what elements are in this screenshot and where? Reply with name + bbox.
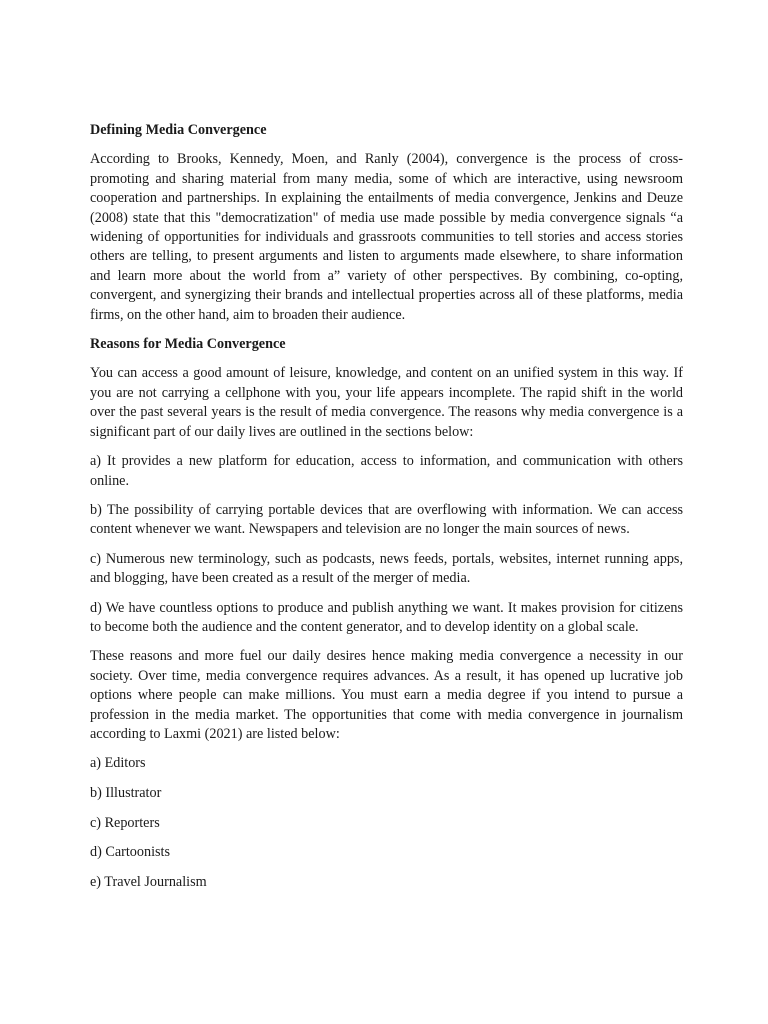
opportunity-item-reporters: c) Reporters: [90, 814, 160, 831]
reason-item-b: b) The possibility of carrying portable devices that are overflowing with information. We can access content whenever we want. Newspapers and television are no longer the main sources of news.: [90, 501, 683, 538]
section-heading-defining: Defining Media Convergence: [90, 122, 267, 138]
opportunity-item-editors: a) Editors: [90, 755, 146, 772]
paragraph-definition: According to Brooks, Kennedy, Moen, and Ranly (2004), convergence is the process of cross-promoting and sharing material from many media, some of which are interactive, using newsroom cooperation and partnerships. In explaining the entailments of media convergence, Jenkins and Deuze (2008) state that this "democratization" of media use made possible by media convergence signals “a widening of opportunities for individuals and grassroots communities to tell stories and access stories others are telling, to present arguments and listen to arguments made elsewhere, to share information and learn more about the world from a” variety of other perspectives. By combining, co-opting, convergent, and synergizing their brands and intellectual properties across all of these platforms, media firms, on the other hand, aim to broaden their audience.: [90, 151, 683, 323]
reason-item-c: c) Numerous new terminology, such as podcasts, news feeds, portals, websites, internet running apps, and blogging, have been created as a result of the merger of media.: [90, 550, 683, 587]
paragraph-reasons-intro: You can access a good amount of leisure, knowledge, and content on an unified system in this way. If you are not carrying a cellphone with you, your life appears incomplete. The rapid shift in the world over the past several years is the result of media convergence. The reasons why media convergence is a significant part of our daily lives are outlined in the sections below:: [90, 365, 683, 440]
opportunity-item-cartoonists: d) Cartoonists: [90, 844, 170, 861]
reason-item-a: a) It provides a new platform for education, access to information, and communication with others online.: [90, 453, 683, 489]
opportunity-item-travel-journalism: e) Travel Journalism: [90, 874, 207, 891]
section-heading-reasons: Reasons for Media Convergence: [90, 336, 286, 353]
document-page: [90, 121, 683, 903]
reason-item-d: d) We have countless options to produce and publish anything we want. It makes provision for citizens to become both the audience and the content generator, and to develop identity on a global scale.: [90, 599, 683, 635]
paragraph-opportunities-intro: These reasons and more fuel our daily desires hence making media convergence a necessity in our society. Over time, media convergence requires advances. As a result, it has opened up lucrative job options where people can make millions. You must earn a media degree if you intend to pursue a profession in the media market. The opportunities that come with media convergence in journalism according to Laxmi (2021) are listed below:: [90, 648, 683, 742]
opportunity-item-illustrator: b) Illustrator: [90, 785, 162, 802]
